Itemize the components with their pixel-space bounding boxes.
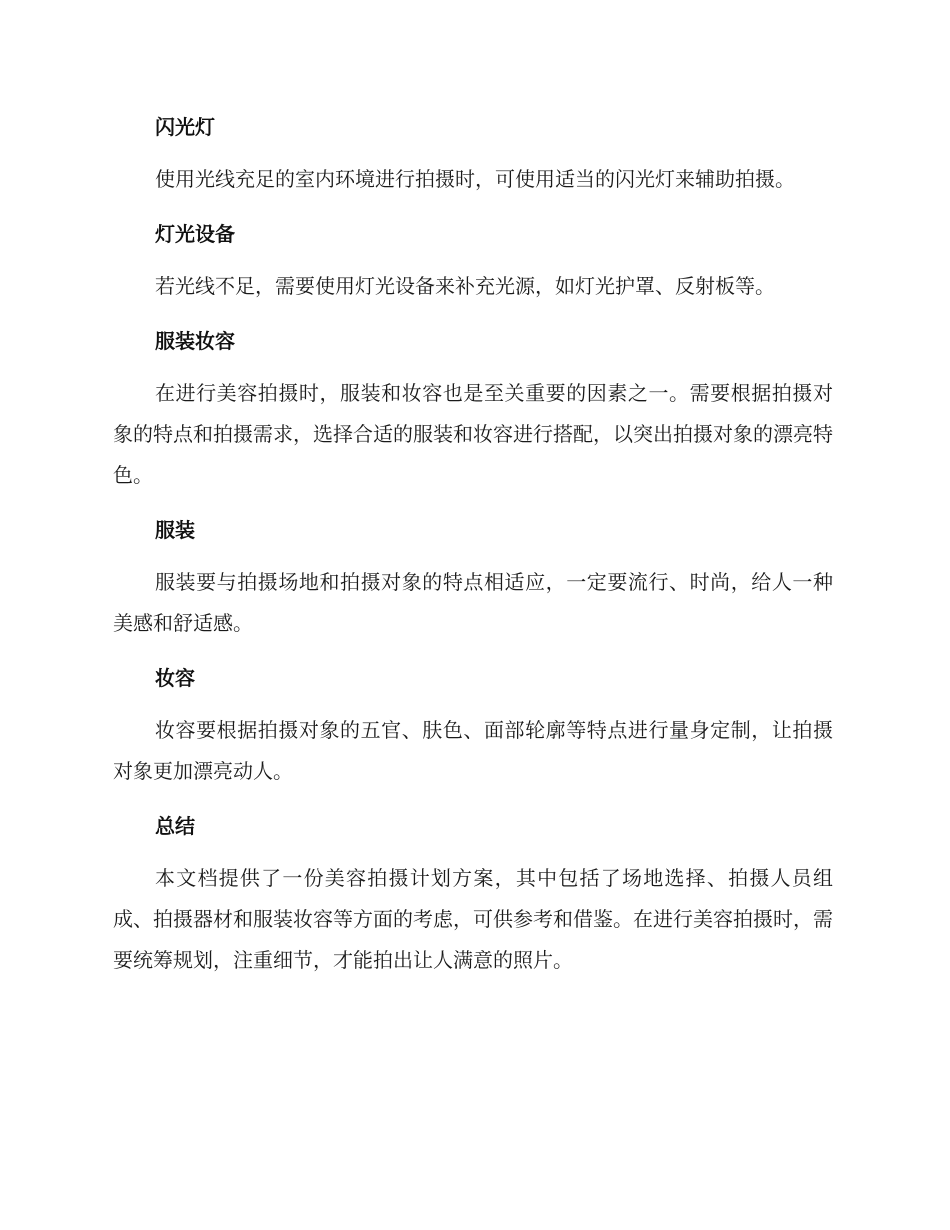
- section-heading: 服装妆容: [155, 329, 235, 353]
- document-content: [113, 110, 833, 998]
- section-flash: [113, 110, 833, 200]
- section-paragraph: 服装要与拍摄场地和拍摄对象的特点相适应，一定要流行、时尚，给人一种美感和舒适感。: [113, 570, 833, 635]
- section-makeup: [113, 661, 833, 792]
- section-paragraph: 本文档提供了一份美容拍摄计划方案，其中包括了场地选择、拍摄人员组成、拍摄器材和服装妆容等方面的考虑，可供参考和借鉴。在进行美容拍摄时，需要统筹规划，注重细节，才能拍出让人满意的照片。: [113, 866, 833, 972]
- section-costume-makeup: [113, 324, 833, 496]
- section-paragraph: 妆容要根据拍摄对象的五官、肤色、面部轮廓等特点进行量身定制，让拍摄对象更加漂亮动人。: [113, 718, 833, 783]
- section-heading: 灯光设备: [155, 222, 235, 246]
- section-heading: 闪光灯: [155, 115, 215, 139]
- section-paragraph: 若光线不足，需要使用灯光设备来补充光源，如灯光护罩、反射板等。: [155, 274, 775, 298]
- section-paragraph: 在进行美容拍摄时，服装和妆容也是至关重要的因素之一。需要根据拍摄对象的特点和拍摄需求，选择合适的服装和妆容进行搭配，以突出拍摄对象的漂亮特色。: [113, 381, 833, 487]
- section-summary: [113, 809, 833, 981]
- section-lighting-equipment: [113, 217, 833, 307]
- section-costume: [113, 513, 833, 644]
- section-heading: 妆容: [155, 666, 195, 690]
- section-heading: 总结: [155, 814, 195, 838]
- section-heading: 服装: [155, 518, 195, 542]
- section-paragraph: 使用光线充足的室内环境进行拍摄时，可使用适当的闪光灯来辅助拍摄。: [155, 167, 795, 191]
